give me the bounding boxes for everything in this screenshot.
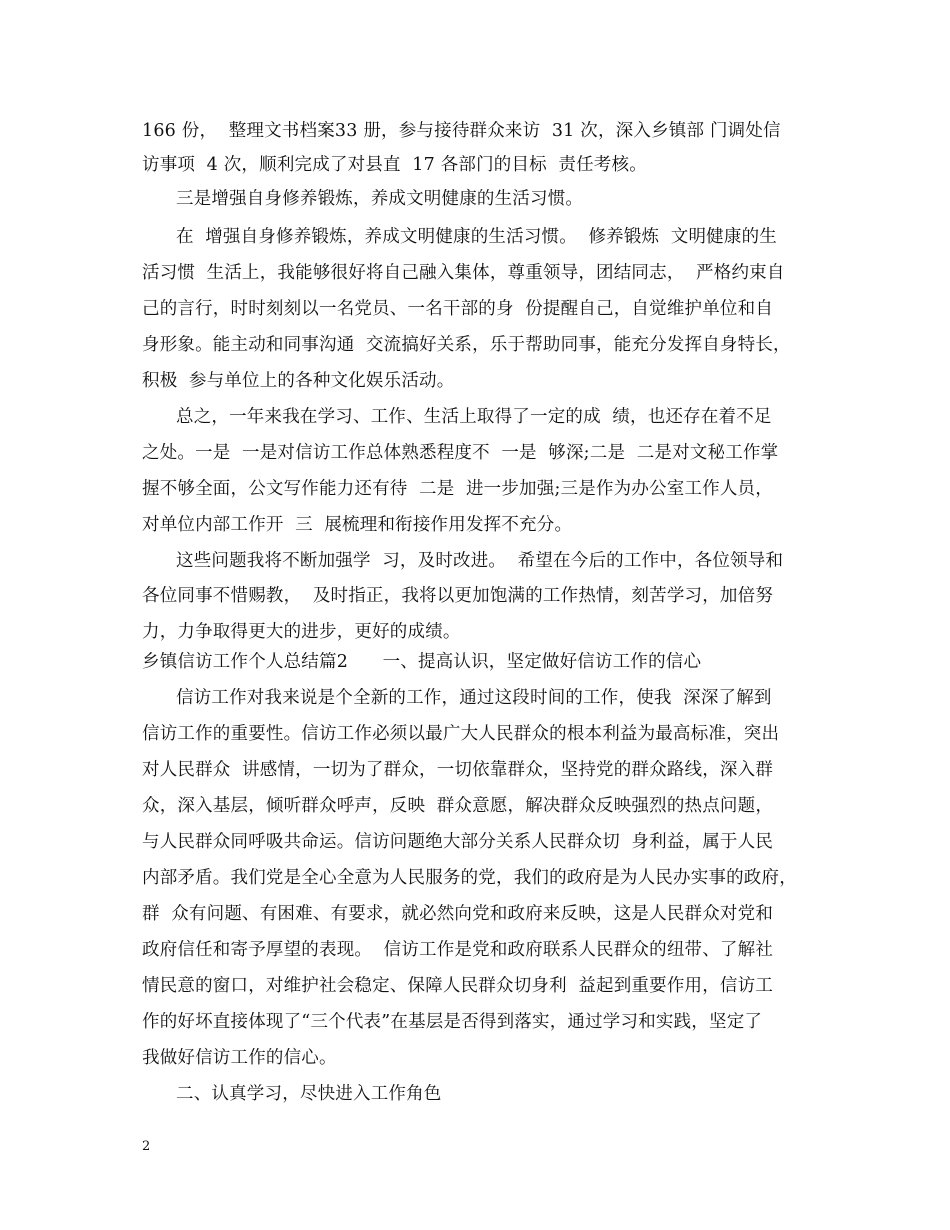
text-line: 在 增强自身修养锻炼，养成文明健康的生活习惯。 修养锻炼 文明健康的生 xyxy=(176,227,777,247)
text-line: 身形象。能主动和同事沟通 交流搞好关系，乐于帮助同事，能充分发挥自身特长， xyxy=(142,335,791,355)
text-line: 三是增强自身修养锻炼，养成文明健康的生活习惯。 xyxy=(176,189,584,209)
text-line: 群 众有问题、有困难、有要求，就必然向党和政府来反映，这是人民群众对党和 xyxy=(142,904,774,924)
text-line: 总之，一年来我在学习、工作、生活上取得了一定的成 绩，也还存在着不足 xyxy=(176,407,772,427)
text-line: 之处。一是 一是对信访工作总体熟悉程度不 一是 够深;二是 二是对文秘工作掌 xyxy=(142,443,779,463)
text-line: 各位同事不惜赐教， 及时指正，我将以更加饱满的工作热情，刻苦学习，加倍努 xyxy=(142,586,774,606)
text-line: 作的好坏直接体现了“三个代表”在基层是否得到落实，通过学习和实践，坚定了 xyxy=(142,1012,763,1032)
section-heading: 乡镇信访工作个人总结篇2 一、提高认识，坚定做好信访工作的信心 xyxy=(142,652,702,672)
text-line: 我做好信访工作的信心。 xyxy=(142,1048,337,1068)
text-line: 情民意的窗口，对维护社会稳定、保障人民群众切身利 益起到重要作用，信访工 xyxy=(142,976,774,996)
text-line: 力，力争取得更大的进步，更好的成绩。 xyxy=(142,622,461,642)
text-line: 这些问题我将不断加强学 习，及时改进。 希望在今后的工作中，各位领导和 xyxy=(176,551,784,571)
text-line: 166 份， 整理文书档案33 册，参与接待群众来访 31 次，深入乡镇部 门调处信 xyxy=(142,121,781,141)
subheading: 二、认真学习，尽快进入工作角色 xyxy=(176,1084,442,1104)
page-number: 2 xyxy=(142,1139,151,1154)
text-line: 内部矛盾。我们党是全心全意为人民服务的党，我们的政府是为人民办实事的政府， xyxy=(142,868,797,888)
text-line: 信访工作对我来说是个全新的工作，通过这段时间的工作，使我 深深了解到 xyxy=(176,688,772,708)
text-line: 众，深入基层，倾听群众呼声，反映 群众意愿，解决群众反映强烈的热点问题， xyxy=(142,796,774,816)
text-line: 信访工作的重要性。信访工作必须以最广大人民群众的根本利益为最高标准，突出 xyxy=(142,724,780,744)
text-line: 对人民群众 讲感情，一切为了群众，一切依靠群众，坚持党的群众路线，深入群 xyxy=(142,760,774,780)
text-line: 对单位内部工作开 三 展梳理和衔接作用发挥不充分。 xyxy=(142,515,573,535)
text-line: 积极 参与单位上的各种文化娱乐活动。 xyxy=(142,371,455,391)
text-line: 访事项 4 次，顺利完成了对县直 17 各部门的目标 责任考核。 xyxy=(142,155,647,175)
text-line: 活习惯 生活上，我能够很好将自己融入集体，尊重领导，团结同志， 严格约束自 xyxy=(142,263,785,283)
text-line: 己的言行，时时刻刻以一名党员、一名干部的身 份提醒自己，自觉维护单位和自 xyxy=(142,299,774,319)
text-line: 握不够全面，公文写作能力还有待 二是 进一步加强;三是作为办公室工作人员， xyxy=(142,479,773,499)
text-line: 政府信任和寄予厚望的表现。 信访工作是党和政府联系人民群众的纽带、了解社 xyxy=(142,940,774,960)
text-line: 与人民群众同呼吸共命运。信访问题绝大部分关系人民群众切 身利益，属于人民 xyxy=(142,832,774,852)
